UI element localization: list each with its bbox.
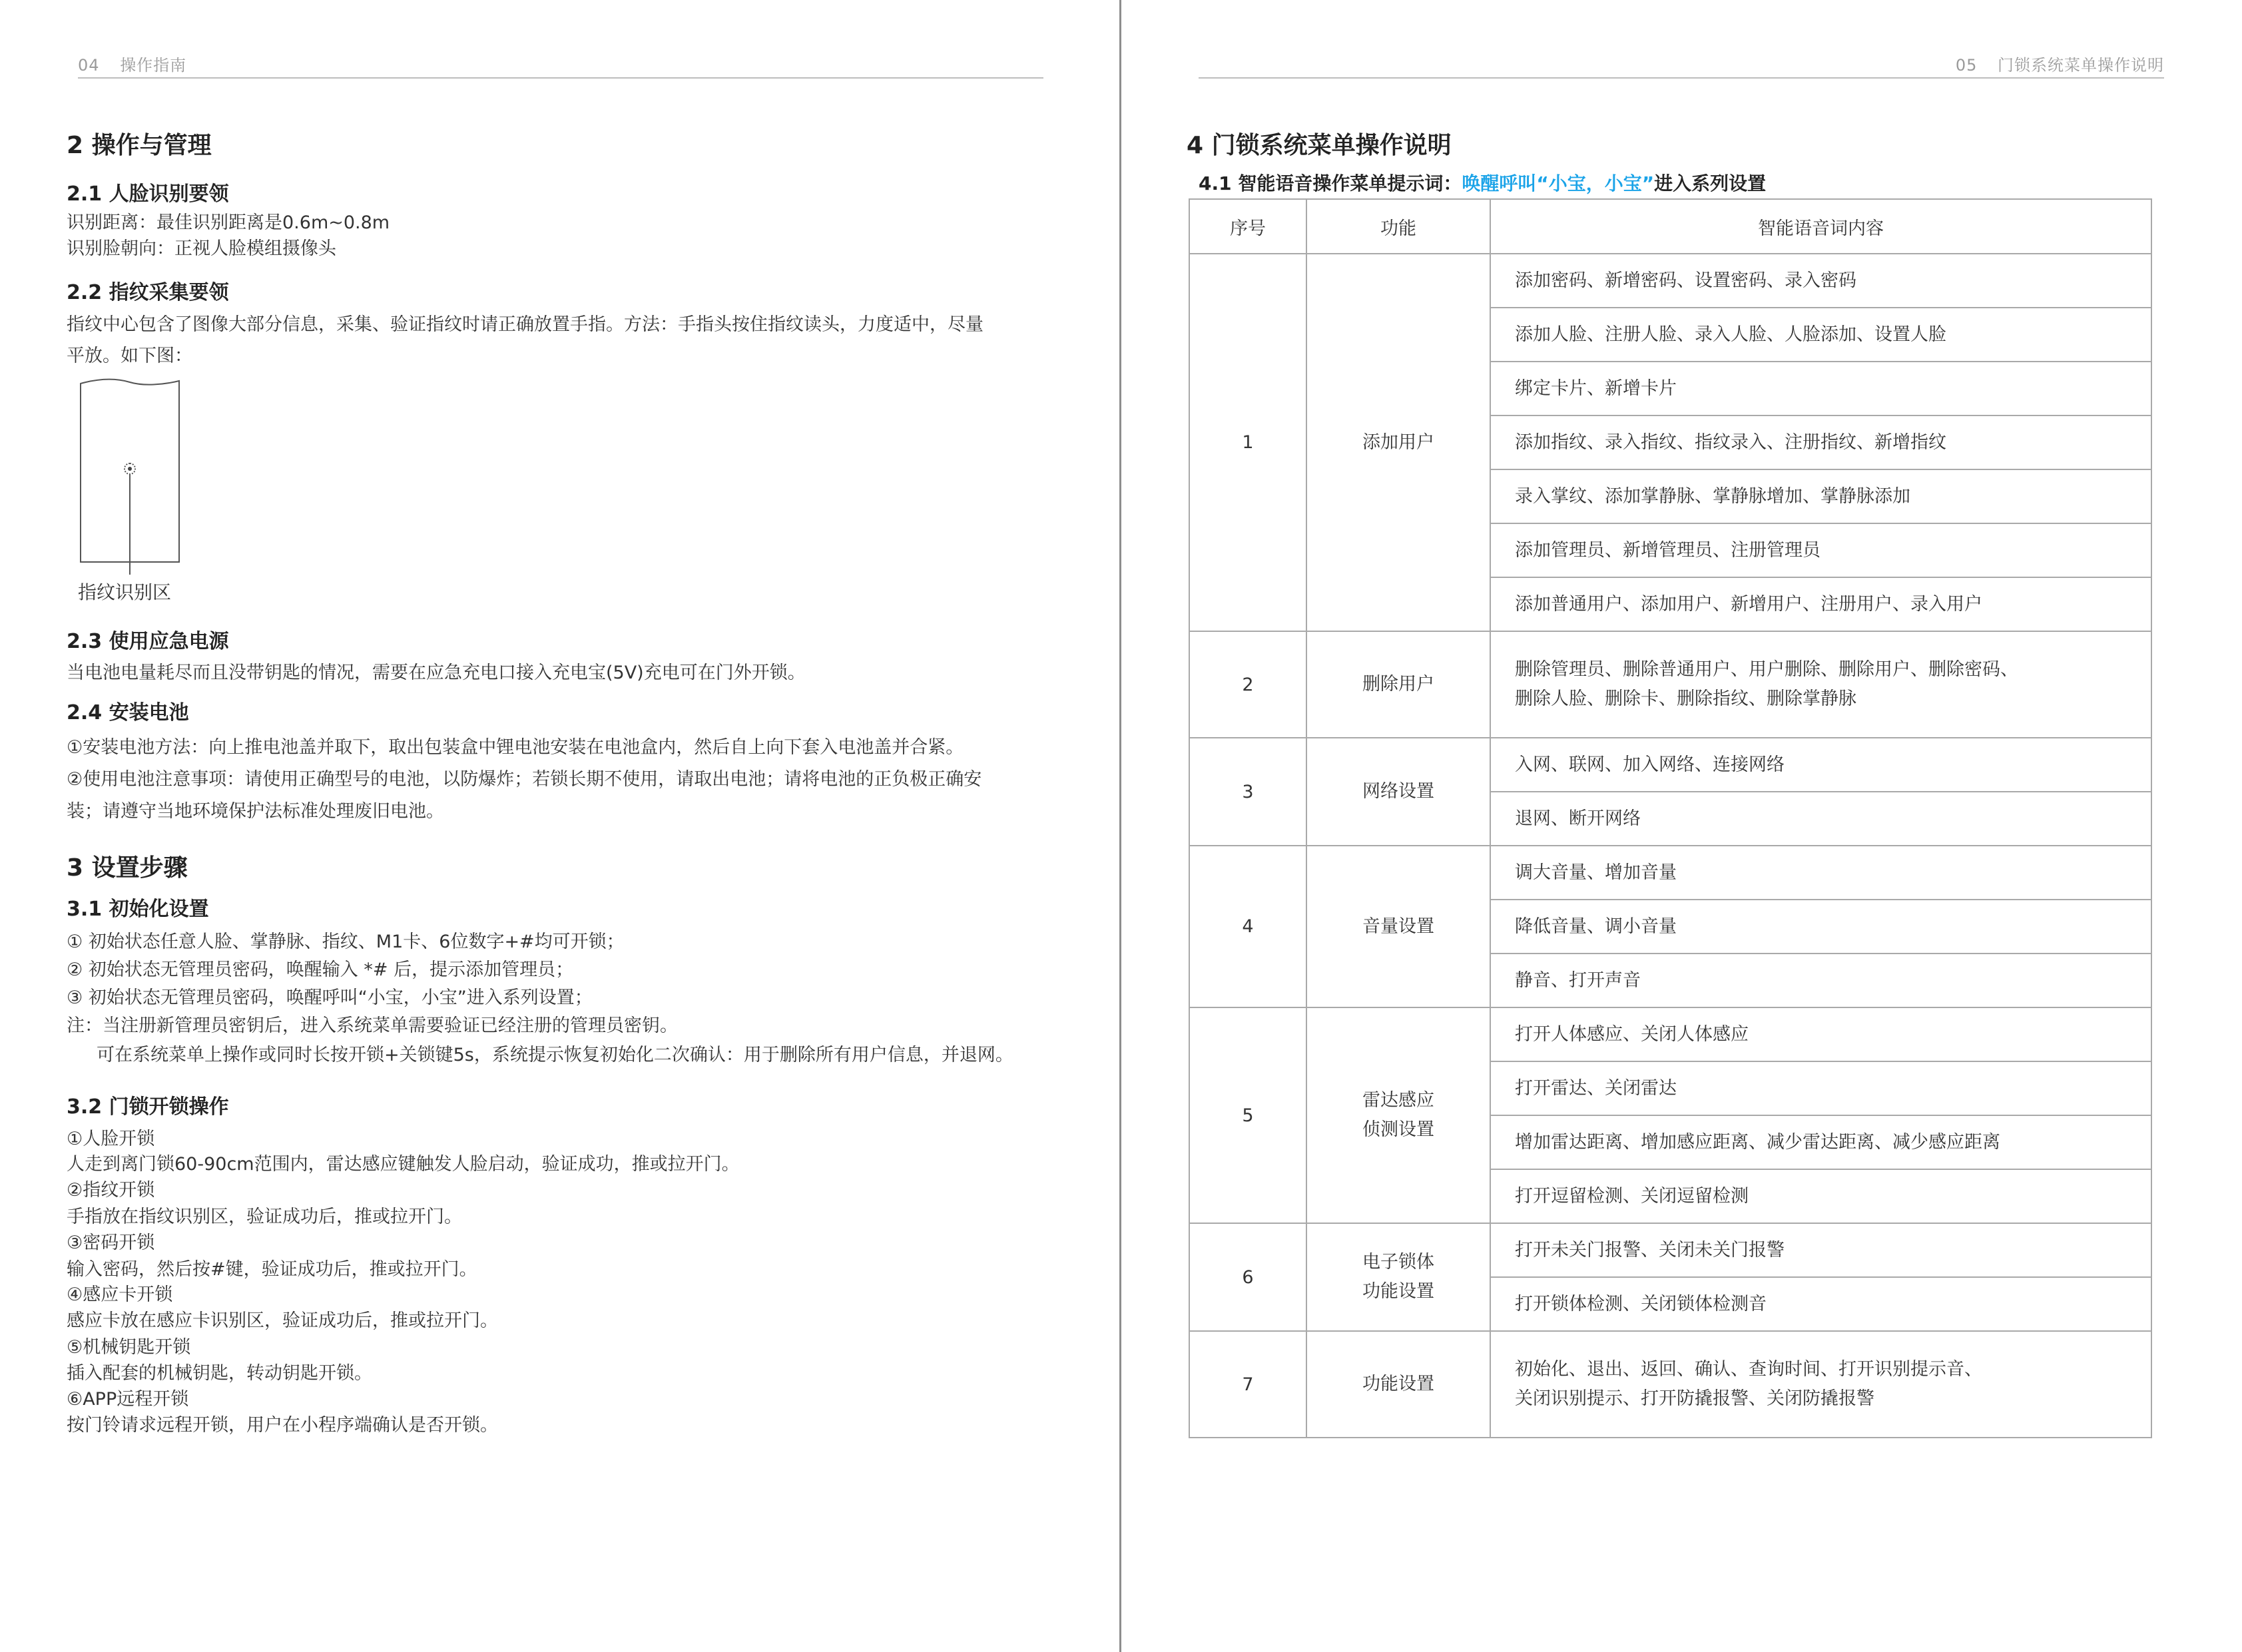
text-line: ②指纹开锁 <box>67 1180 155 1201</box>
section-3-1-title: 3.1 初始化设置 <box>67 898 209 921</box>
voice-command-cell <box>1490 308 2151 362</box>
text-line: 识别脸朝向：正视人脸模组摄像头 <box>67 238 336 259</box>
text-line: 输入密码，然后按#键，验证成功后，推或拉开门。 <box>67 1259 477 1280</box>
voice-command-cell <box>1490 1331 2151 1438</box>
page-header-right <box>1956 52 2164 75</box>
voice-menu-table <box>1189 198 2152 1438</box>
function-name: 功能设置 <box>1362 1281 1434 1302</box>
column-header: 功能 <box>1306 199 1490 254</box>
text-line: 按门铃请求远程开锁，用户在小程序端确认是否开锁。 <box>67 1415 498 1436</box>
voice-command-text: 打开逗留检测、关闭逗留检测 <box>1515 1185 1749 1207</box>
text-line: 当电池电量耗尽而且没带钥匙的情况，需要在应急充电口接入充电宝(5V)充电可在门外开锁。 <box>67 663 806 683</box>
text-line: ②使用电池注意事项：请使用正确型号的电池，以防爆炸；若锁长期不使用，请取出电池；请将电池的正负极正确安 <box>67 769 982 790</box>
function-cell <box>1306 1223 1490 1331</box>
section-2-1-title: 2.1 人脸识别要领 <box>67 182 229 206</box>
voice-command-cell <box>1490 1169 2151 1223</box>
text-line: 装；请遵守当地环境保护法标准处理废旧电池。 <box>67 801 444 822</box>
voice-command-cell <box>1490 523 2151 577</box>
function-cell <box>1306 631 1490 738</box>
voice-command-cell <box>1490 1115 2151 1169</box>
voice-command-cell <box>1490 577 2151 631</box>
row-number: 6 <box>1242 1266 1254 1288</box>
text-line: 指纹中心包含了图像大部分信息，采集、验证指纹时请正确放置手指。方法：手指头按住指纹读头，力度适中，尽量 <box>67 314 983 335</box>
voice-command-text: 添加指纹、录入指纹、指纹录入、注册指纹、新增指纹 <box>1515 431 1946 453</box>
row-number: 1 <box>1242 432 1254 453</box>
voice-command-cell <box>1490 738 2151 792</box>
fingerprint-sensor-icon <box>124 463 136 475</box>
function-cell <box>1306 254 1490 631</box>
section-4-1-title <box>1199 169 1766 196</box>
row-number: 3 <box>1242 781 1254 802</box>
voice-command-cell <box>1490 415 2151 469</box>
voice-command-text: 删除管理员、删除普通用户、用户删除、删除用户、删除密码、 <box>1515 659 2018 680</box>
column-header: 序号 <box>1189 199 1306 254</box>
voice-command-text: 降低音量、调小音量 <box>1515 916 1677 937</box>
row-number-cell <box>1189 738 1306 846</box>
table-row <box>1189 1007 2151 1061</box>
table-row <box>1189 254 2151 308</box>
function-name: 音量设置 <box>1362 916 1434 937</box>
text-line: 人走到离门锁60-90cm范围内，雷达感应键触发人脸启动，验证成功，推或拉开门。 <box>67 1154 740 1175</box>
table-row <box>1189 738 2151 792</box>
section-2-4-title: 2.4 安装电池 <box>67 701 189 724</box>
page-header-left <box>78 52 186 75</box>
text-line: ③ 初始状态无管理员密码，唤醒呼叫“小宝，小宝”进入系列设置； <box>67 987 593 1008</box>
voice-command-cell <box>1490 1277 2151 1331</box>
row-number: 7 <box>1242 1374 1254 1395</box>
text-line: 识别距离：最佳识别距离是0.6m~0.8m <box>67 212 390 233</box>
row-number-cell <box>1189 1223 1306 1331</box>
function-name: 电子锁体 <box>1362 1252 1434 1272</box>
row-number-cell <box>1189 846 1306 1007</box>
voice-command-cell <box>1490 954 2151 1007</box>
text-line: 可在系统菜单上操作或同时长按开锁+关锁键5s，系统提示恢复初始化二次确认：用于删除所有用户信息，并退网。 <box>97 1045 1013 1065</box>
voice-command-text: 打开未关门报警、关闭未关门报警 <box>1515 1239 1785 1260</box>
function-cell <box>1306 846 1490 1007</box>
section-2-title: 2 操作与管理 <box>67 132 212 159</box>
text-line: ⑥APP远程开锁 <box>67 1389 189 1410</box>
column-header: 智能语音词内容 <box>1490 199 2151 254</box>
function-name: 侦测设置 <box>1362 1119 1434 1140</box>
voice-command-cell <box>1490 362 2151 415</box>
voice-command-text: 添加普通用户、添加用户、新增用户、注册用户、录入用户 <box>1515 593 1982 615</box>
header-rule <box>1199 77 2164 79</box>
voice-command-cell <box>1490 1223 2151 1277</box>
text-line: ①安装电池方法：向上推电池盖并取下，取出包装盒中锂电池安装在电池盒内，然后自上向下套入电池盖并合紧。 <box>67 737 964 758</box>
row-number: 5 <box>1242 1105 1254 1126</box>
table-body <box>1189 254 2151 1438</box>
section-4-1-suffix: 进入系列设置 <box>1654 172 1767 194</box>
voice-command-cell <box>1490 254 2151 308</box>
row-number: 2 <box>1242 674 1254 695</box>
voice-command-text: 删除人脸、删除卡、删除指纹、删除掌静脉 <box>1515 688 1856 709</box>
section-3-2-title: 3.2 门锁开锁操作 <box>67 1095 229 1119</box>
table-header-row <box>1189 199 2151 254</box>
page-number: 05 <box>1955 56 1978 75</box>
figure-leader-line <box>129 475 131 575</box>
voice-command-text: 打开人体感应、关闭人体感应 <box>1515 1023 1749 1045</box>
text-line: ② 初始状态无管理员密码，唤醒输入 *# 后，提示添加管理员； <box>67 960 574 980</box>
voice-command-text: 录入掌纹、添加掌静脉、掌静脉增加、掌静脉添加 <box>1515 485 1910 507</box>
function-name: 功能设置 <box>1362 1374 1434 1394</box>
voice-command-text: 关闭识别提示、打开防撬报警、关闭防撬报警 <box>1515 1388 1874 1409</box>
voice-command-cell <box>1490 1007 2151 1061</box>
voice-command-cell <box>1490 900 2151 954</box>
voice-command-cell <box>1490 469 2151 523</box>
function-name: 添加用户 <box>1362 431 1434 453</box>
text-line: 感应卡放在感应卡识别区，验证成功后，推或拉开门。 <box>67 1310 498 1331</box>
voice-command-cell <box>1490 1061 2151 1115</box>
text-line: 手指放在指纹识别区，验证成功后，推或拉开门。 <box>67 1207 462 1227</box>
voice-command-text: 增加雷达距离、增加感应距离、减少雷达距离、减少感应距离 <box>1515 1131 2000 1153</box>
section-2-2-title: 2.2 指纹采集要领 <box>67 281 229 304</box>
row-number-cell <box>1189 1331 1306 1438</box>
row-number-cell <box>1189 254 1306 631</box>
voice-command-text: 初始化、退出、返回、确认、查询时间、打开识别提示音、 <box>1515 1359 1982 1380</box>
function-cell <box>1306 1007 1490 1223</box>
section-3-title: 3 设置步骤 <box>67 854 188 882</box>
voice-command-text: 入网、联网、加入网络、连接网络 <box>1515 754 1785 775</box>
function-name: 删除用户 <box>1362 674 1434 694</box>
row-number: 4 <box>1242 916 1254 937</box>
voice-command-cell <box>1490 846 2151 900</box>
table-row <box>1189 846 2151 900</box>
voice-command-text: 退网、断开网络 <box>1515 808 1641 829</box>
voice-command-text: 添加人脸、注册人脸、录入人脸、人脸添加、设置人脸 <box>1515 324 1946 345</box>
voice-command-text: 绑定卡片、新增卡片 <box>1515 378 1677 399</box>
row-number-cell <box>1189 631 1306 738</box>
voice-command-text: 添加管理员、新增管理员、注册管理员 <box>1515 539 1821 561</box>
function-name: 雷达感应 <box>1362 1090 1434 1111</box>
text-line: ⑤机械钥匙开锁 <box>67 1337 191 1358</box>
text-line: ① 初始状态任意人脸、掌静脉、指纹、M1卡、6位数字+#均可开锁； <box>67 932 625 952</box>
header-title: 操作指南 <box>120 56 187 75</box>
text-line: 注：当注册新管理员密钥后，进入系统菜单需要验证已经注册的管理员密钥。 <box>67 1015 678 1036</box>
voice-command-text: 添加密码、新增密码、设置密码、录入密码 <box>1515 270 1856 291</box>
header-rule <box>78 77 1043 79</box>
text-line: 平放。如下图： <box>67 346 192 366</box>
voice-command-text: 打开锁体检测、关闭锁体检测音 <box>1515 1293 1767 1314</box>
voice-command-text: 静音、打开声音 <box>1515 969 1641 991</box>
voice-command-cell <box>1490 631 2151 738</box>
section-2-3-title: 2.3 使用应急电源 <box>67 630 229 653</box>
voice-command-text: 调大音量、增加音量 <box>1515 862 1677 883</box>
voice-command-text: 打开雷达、关闭雷达 <box>1515 1077 1677 1099</box>
table-row <box>1189 1331 2151 1438</box>
header-title: 门锁系统菜单操作说明 <box>1998 56 2164 75</box>
function-cell <box>1306 738 1490 846</box>
text-line: ③密码开锁 <box>67 1233 155 1253</box>
wake-word-highlight: 唤醒呼叫“小宝，小宝” <box>1462 172 1655 194</box>
text-line: ①人脸开锁 <box>67 1129 155 1149</box>
table-row <box>1189 631 2151 738</box>
text-line: ④感应卡开锁 <box>67 1284 173 1305</box>
section-4-1-prefix: 4.1 智能语音操作菜单提示词： <box>1199 172 1462 194</box>
function-name: 网络设置 <box>1362 781 1434 802</box>
page-number: 04 <box>78 56 100 75</box>
text-line: 插入配套的机械钥匙，转动钥匙开锁。 <box>67 1363 372 1384</box>
figure-caption: 指纹识别区 <box>78 581 172 603</box>
voice-command-cell <box>1490 792 2151 846</box>
row-number-cell <box>1189 1007 1306 1223</box>
table-row <box>1189 1223 2151 1277</box>
section-4-title: 4 门锁系统菜单操作说明 <box>1187 132 1452 159</box>
function-cell <box>1306 1331 1490 1438</box>
